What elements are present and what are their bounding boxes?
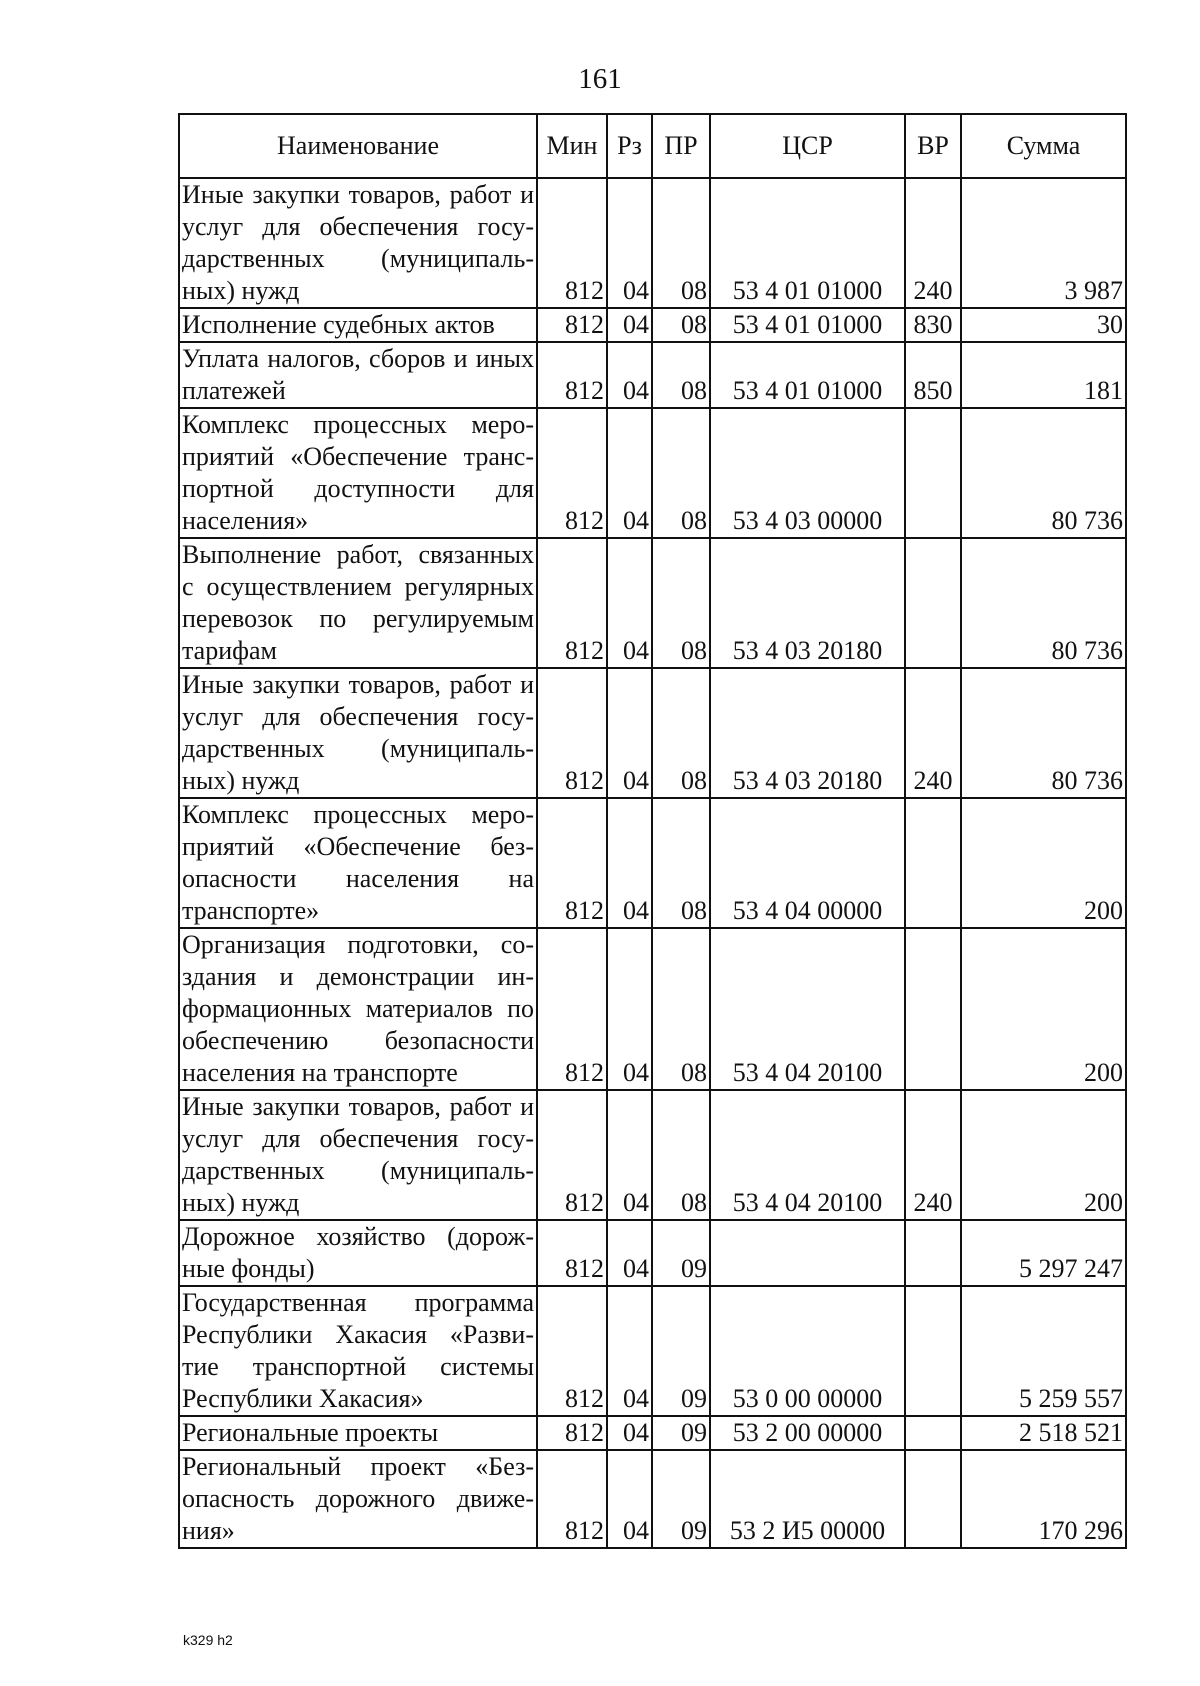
cell-vr: [905, 1416, 961, 1450]
cell-pr: 08: [652, 178, 710, 308]
cell-pr: 08: [652, 1090, 710, 1220]
budget-table: [178, 113, 1127, 1549]
cell-name: Иные закупки товаров, работ и услуг для обеспечения госу-дарственных (муниципаль-ных) нужд: [179, 668, 537, 798]
cell-vr: [905, 1286, 961, 1416]
cell-vr: [905, 538, 961, 668]
cell-name: Иные закупки товаров, работ и услуг для обеспечения госу-дарственных (муниципаль-ных) нужд: [179, 1090, 537, 1220]
cell-rz: 04: [607, 798, 652, 928]
cell-rz: 04: [607, 178, 652, 308]
header-pr: ПР: [652, 114, 710, 178]
cell-name: Дорожное хозяйство (дорож-ные фонды): [179, 1220, 537, 1286]
table-row: [179, 538, 1126, 668]
cell-sum: 5 259 557: [961, 1286, 1126, 1416]
cell-csr: 53 4 01 01000: [710, 308, 905, 342]
table-row: [179, 342, 1126, 408]
footer-code: k329 h2: [183, 1632, 233, 1648]
cell-min: 812: [537, 1090, 607, 1220]
cell-vr: [905, 408, 961, 538]
table-row: [179, 308, 1126, 342]
table-row: [179, 798, 1126, 928]
cell-sum: 200: [961, 798, 1126, 928]
cell-vr: [905, 1450, 961, 1548]
cell-name: Комплекс процессных меро-приятий «Обеспечение транс-портной доступности для населения»: [179, 408, 537, 538]
cell-name: Государственная программа Республики Хакасия «Разви-тие транспортной системы Республики Хакасия»: [179, 1286, 537, 1416]
cell-csr: 53 4 01 01000: [710, 178, 905, 308]
cell-pr: 08: [652, 308, 710, 342]
table-row: [179, 1416, 1126, 1450]
cell-sum: 5 297 247: [961, 1220, 1126, 1286]
header-vr: ВР: [905, 114, 961, 178]
cell-csr: 53 2 00 00000: [710, 1416, 905, 1450]
cell-vr: 240: [905, 1090, 961, 1220]
cell-vr: 830: [905, 308, 961, 342]
cell-min: 812: [537, 1416, 607, 1450]
cell-csr: 53 4 03 00000: [710, 408, 905, 538]
cell-csr: 53 4 01 01000: [710, 342, 905, 408]
header-sum: Сумма: [961, 114, 1126, 178]
cell-sum: 200: [961, 928, 1126, 1090]
cell-name: Организация подготовки, со-здания и демонстрации ин-формационных материалов по обеспечению безопасности населения на транспорте: [179, 928, 537, 1090]
page-number: 161: [578, 63, 622, 95]
cell-pr: 09: [652, 1286, 710, 1416]
cell-min: 812: [537, 1286, 607, 1416]
cell-sum: 80 736: [961, 408, 1126, 538]
cell-min: 812: [537, 308, 607, 342]
cell-vr: [905, 928, 961, 1090]
cell-pr: 08: [652, 342, 710, 408]
cell-min: 812: [537, 408, 607, 538]
header-name: Наименование: [179, 114, 537, 178]
cell-name: Выполнение работ, связанных с осуществлением регулярных перевозок по регулируемым тарифам: [179, 538, 537, 668]
cell-name: Региональный проект «Без-опасность дорожного движе-ния»: [179, 1450, 537, 1548]
cell-vr: [905, 798, 961, 928]
table-row: [179, 668, 1126, 798]
cell-csr: [710, 1220, 905, 1286]
cell-min: 812: [537, 178, 607, 308]
cell-pr: 09: [652, 1416, 710, 1450]
cell-rz: 04: [607, 538, 652, 668]
table-row: [179, 1286, 1126, 1416]
cell-name: Региональные проекты: [179, 1416, 537, 1450]
cell-csr: 53 4 03 20180: [710, 668, 905, 798]
cell-rz: 04: [607, 928, 652, 1090]
table-header-row: [179, 114, 1126, 178]
cell-name: Уплата налогов, сборов и иных платежей: [179, 342, 537, 408]
header-csr: ЦСР: [710, 114, 905, 178]
cell-rz: 04: [607, 668, 652, 798]
cell-pr: 09: [652, 1450, 710, 1548]
cell-pr: 09: [652, 1220, 710, 1286]
table-row: [179, 1090, 1126, 1220]
cell-sum: 30: [961, 308, 1126, 342]
cell-sum: 170 296: [961, 1450, 1126, 1548]
cell-vr: [905, 1220, 961, 1286]
cell-name: Исполнение судебных актов: [179, 308, 537, 342]
table-row: [179, 408, 1126, 538]
cell-sum: 80 736: [961, 538, 1126, 668]
cell-rz: 04: [607, 1220, 652, 1286]
cell-min: 812: [537, 668, 607, 798]
cell-sum: 181: [961, 342, 1126, 408]
cell-min: 812: [537, 342, 607, 408]
cell-rz: 04: [607, 408, 652, 538]
cell-csr: 53 4 04 00000: [710, 798, 905, 928]
cell-min: 812: [537, 1220, 607, 1286]
cell-sum: 80 736: [961, 668, 1126, 798]
cell-rz: 04: [607, 1286, 652, 1416]
cell-csr: 53 4 03 20180: [710, 538, 905, 668]
cell-vr: 850: [905, 342, 961, 408]
cell-pr: 08: [652, 668, 710, 798]
cell-min: 812: [537, 928, 607, 1090]
cell-vr: 240: [905, 668, 961, 798]
table-row: [179, 178, 1126, 308]
header-rz: Рз: [607, 114, 652, 178]
cell-min: 812: [537, 798, 607, 928]
header-min: Мин: [537, 114, 607, 178]
table-row: [179, 1450, 1126, 1548]
cell-csr: 53 2 И5 00000: [710, 1450, 905, 1548]
cell-vr: 240: [905, 178, 961, 308]
cell-pr: 08: [652, 798, 710, 928]
cell-sum: 200: [961, 1090, 1126, 1220]
cell-sum: 2 518 521: [961, 1416, 1126, 1450]
cell-pr: 08: [652, 408, 710, 538]
cell-rz: 04: [607, 1450, 652, 1548]
cell-min: 812: [537, 538, 607, 668]
table-row: [179, 1220, 1126, 1286]
cell-name: Иные закупки товаров, работ и услуг для обеспечения госу-дарственных (муниципаль-ных) нужд: [179, 178, 537, 308]
cell-rz: 04: [607, 1416, 652, 1450]
cell-csr: 53 0 00 00000: [710, 1286, 905, 1416]
cell-csr: 53 4 04 20100: [710, 928, 905, 1090]
table-body: [179, 178, 1126, 1548]
cell-rz: 04: [607, 1090, 652, 1220]
cell-min: 812: [537, 1450, 607, 1548]
table-row: [179, 928, 1126, 1090]
cell-pr: 08: [652, 928, 710, 1090]
cell-pr: 08: [652, 538, 710, 668]
cell-sum: 3 987: [961, 178, 1126, 308]
cell-name: Комплекс процессных меро-приятий «Обеспечение без-опасности населения на транспорте»: [179, 798, 537, 928]
cell-csr: 53 4 04 20100: [710, 1090, 905, 1220]
cell-rz: 04: [607, 308, 652, 342]
cell-rz: 04: [607, 342, 652, 408]
